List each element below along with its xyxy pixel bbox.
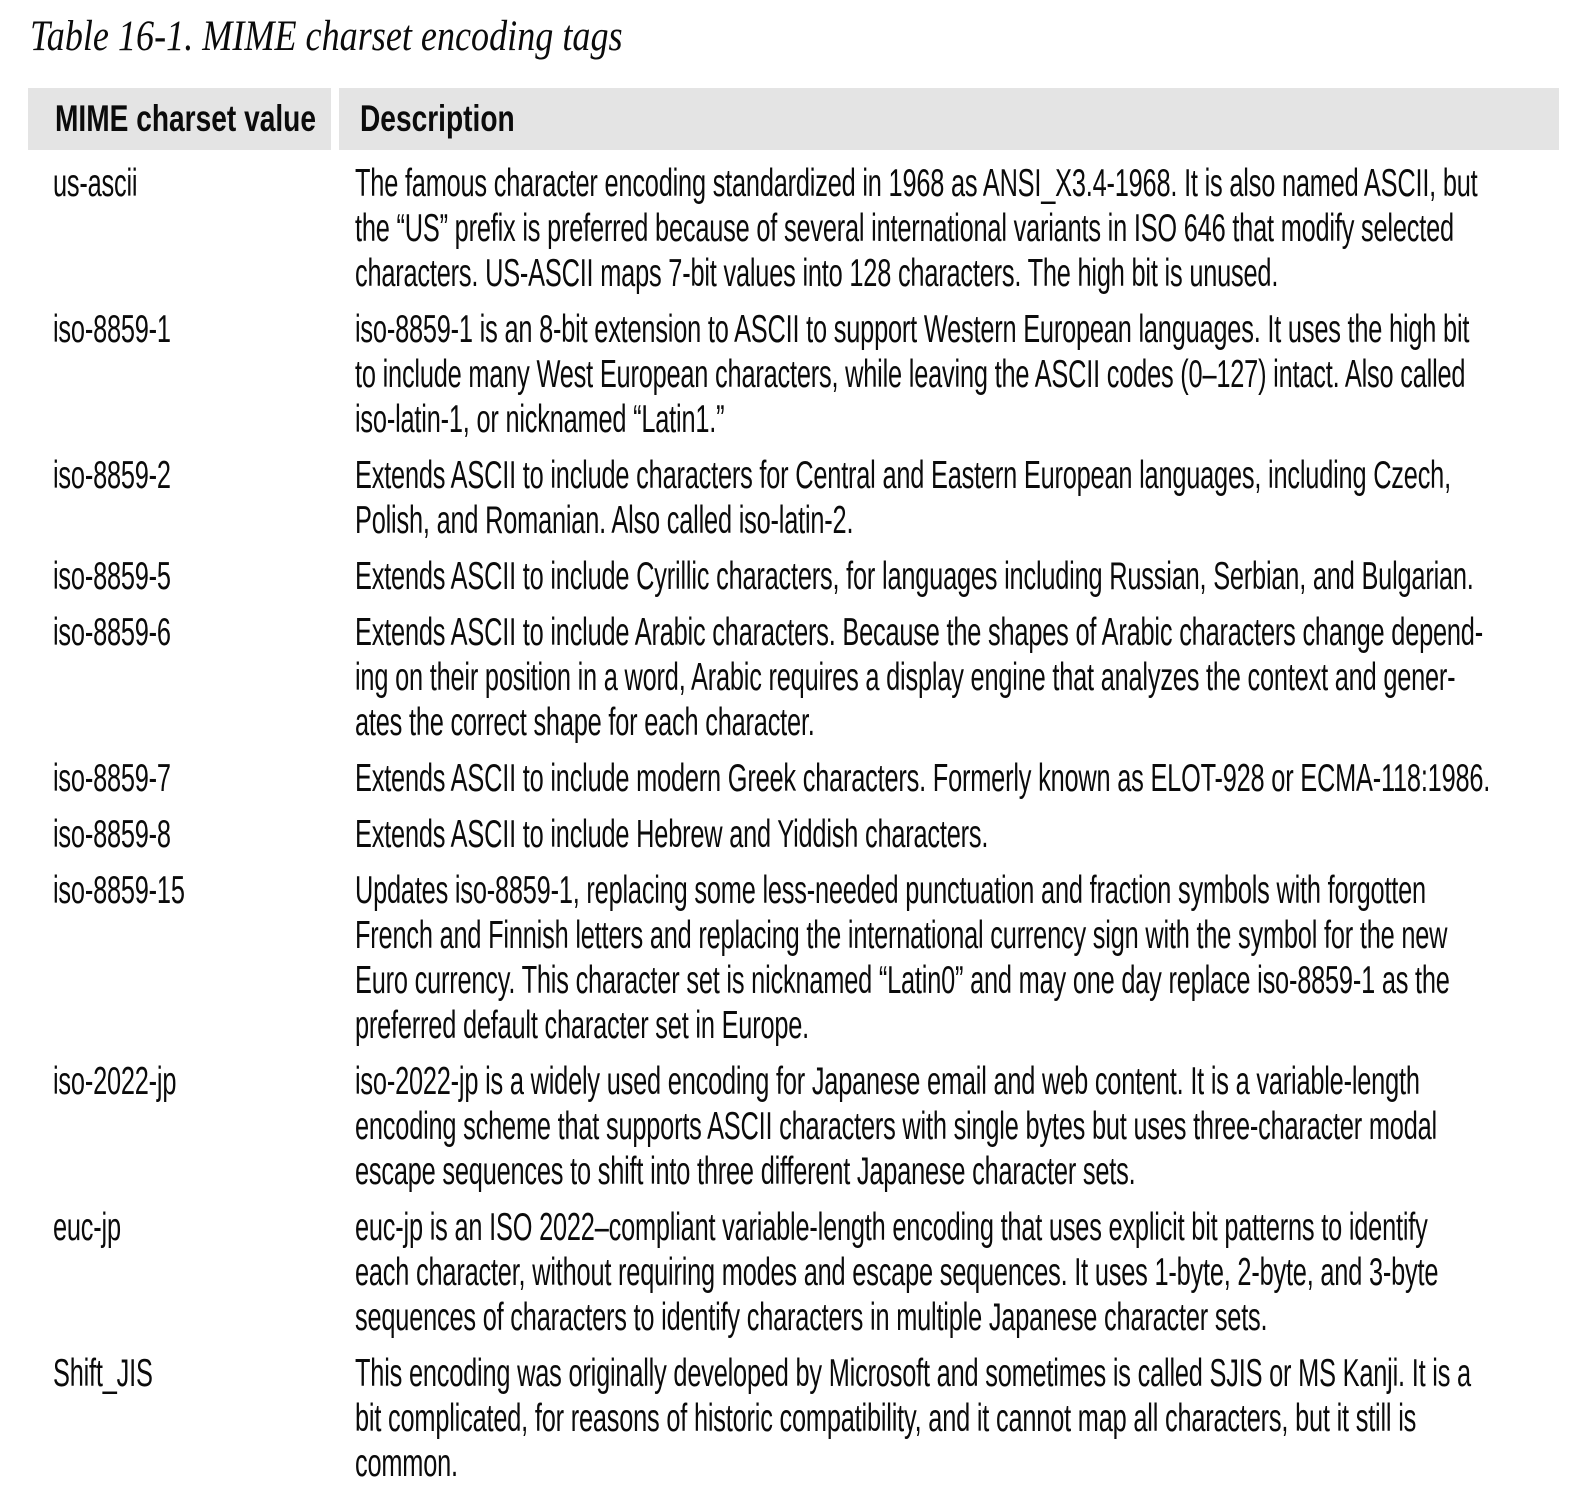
description-line: Extends ASCII to include Arabic characters. Because the shapes of Arabic characters change depend- <box>355 611 1483 654</box>
table-row <box>28 554 1559 599</box>
description-line: Euro currency. This character set is nicknamed “Latin0” and may one day replace iso-8859-1 as the <box>355 959 1450 1002</box>
column-header-charset-value <box>28 88 331 150</box>
column-header-description-label: Description <box>360 98 515 139</box>
table-row <box>28 756 1559 801</box>
description-line: bit complicated, for reasons of historic compatibility, and it cannot map all characters, but it still is <box>355 1397 1417 1440</box>
description-cell <box>355 1351 1559 1486</box>
charset-value-cell <box>28 756 355 801</box>
description-line: ates the correct shape for each character. <box>355 701 815 744</box>
description-line: ing on their position in a word, Arabic requires a display engine that analyzes the context and gener- <box>355 656 1456 699</box>
description-line: Extends ASCII to include Hebrew and Yiddish characters. <box>355 813 989 856</box>
description-line: characters. US-ASCII maps 7-bit values into 128 characters. The high bit is unused. <box>355 252 1279 295</box>
table-row <box>28 1059 1559 1194</box>
description-line: Extends ASCII to include Cyrillic characters, for languages including Russian, Serbian, and Bulgarian. <box>355 555 1474 598</box>
description-line: to include many West European characters, while leaving the ASCII codes (0–127) intact. Also called <box>355 353 1466 396</box>
column-header-description <box>339 88 1559 150</box>
description-cell <box>355 1205 1559 1340</box>
description-cell <box>355 868 1559 1048</box>
table-header-row <box>28 88 1559 150</box>
description-line: Polish, and Romanian. Also called iso-latin-2. <box>355 499 854 542</box>
description-line: escape sequences to shift into three different Japanese character sets. <box>355 1150 1136 1193</box>
description-cell <box>355 812 1559 857</box>
charset-value: iso-8859-7 <box>53 757 171 800</box>
charset-value-cell <box>28 1059 355 1194</box>
description-cell <box>355 554 1559 599</box>
description-cell <box>355 610 1559 745</box>
charset-value: iso-8859-2 <box>53 454 171 497</box>
table-row <box>28 307 1559 442</box>
description-line: iso-2022-jp is a widely used encoding for Japanese email and web content. It is a variable-length <box>355 1060 1420 1103</box>
charset-value-cell <box>28 868 355 1048</box>
charset-value-cell <box>28 453 355 543</box>
charset-value: iso-2022-jp <box>53 1060 177 1103</box>
description-line: encoding scheme that supports ASCII characters with single bytes but uses three-character modal <box>355 1105 1437 1148</box>
description-cell <box>355 307 1559 442</box>
description-cell <box>355 1059 1559 1194</box>
description-line: Extends ASCII to include modern Greek characters. Formerly known as ELOT-928 or ECMA-118:1986. <box>355 757 1491 800</box>
table-row <box>28 868 1559 1048</box>
description-cell <box>355 756 1559 801</box>
table-row <box>28 1351 1559 1486</box>
description-line: sequences of characters to identify characters in multiple Japanese character sets. <box>355 1296 1268 1339</box>
description-line: the “US” prefix is preferred because of several international variants in ISO 646 that modify selected <box>355 207 1454 250</box>
description-line: each character, without requiring modes and escape sequences. It uses 1-byte, 2-byte, and 3-byte <box>355 1251 1439 1294</box>
charset-value: Shift_JIS <box>53 1352 153 1395</box>
column-header-charset-value-label: MIME charset value <box>55 98 316 139</box>
charset-value: iso-8859-8 <box>53 813 171 856</box>
table-row <box>28 161 1559 296</box>
table-caption-text: Table 16-1. MIME charset encoding tags <box>30 13 623 60</box>
description-line: iso-8859-1 is an 8-bit extension to ASCII to support Western European languages. It uses the high bit <box>355 308 1470 351</box>
description-line: Updates iso-8859-1, replacing some less-needed punctuation and fraction symbols with forgotten <box>355 869 1426 912</box>
charset-value: iso-8859-1 <box>53 308 171 351</box>
charset-value-cell <box>28 1205 355 1340</box>
description-cell <box>355 453 1559 543</box>
description-line: Extends ASCII to include characters for Central and Eastern European languages, including Czech, <box>355 454 1451 497</box>
table-caption <box>30 12 735 61</box>
charset-value: us-ascii <box>53 162 138 205</box>
charset-value: iso-8859-6 <box>53 611 171 654</box>
description-line: French and Finnish letters and replacing the international currency sign with the symbol for the new <box>355 914 1448 957</box>
description-line: iso-latin-1, or nicknamed “Latin1.” <box>355 398 725 441</box>
table-row <box>28 812 1559 857</box>
table-rows <box>28 161 1559 1486</box>
table-row <box>28 610 1559 745</box>
description-line: The famous character encoding standardized in 1968 as ANSI_X3.4-1968. It is also named ASCII, but <box>355 162 1478 205</box>
charset-value-cell <box>28 307 355 442</box>
charset-table <box>28 88 1559 1486</box>
description-line: This encoding was originally developed by Microsoft and sometimes is called SJIS or MS Kanji. It is a <box>355 1352 1471 1395</box>
description-line: preferred default character set in Europe. <box>355 1004 810 1047</box>
charset-value-cell <box>28 812 355 857</box>
charset-value-cell <box>28 554 355 599</box>
charset-value-cell <box>28 610 355 745</box>
table-row <box>28 453 1559 543</box>
charset-value: iso-8859-5 <box>53 555 171 598</box>
description-line: common. <box>355 1442 458 1485</box>
charset-value: euc-jp <box>53 1206 121 1249</box>
table-row <box>28 1205 1559 1340</box>
charset-value: iso-8859-15 <box>53 869 185 912</box>
description-cell <box>355 161 1559 296</box>
description-line: euc-jp is an ISO 2022–compliant variable-length encoding that uses explicit bit patterns to identify <box>355 1206 1428 1249</box>
charset-value-cell <box>28 161 355 296</box>
charset-value-cell <box>28 1351 355 1486</box>
